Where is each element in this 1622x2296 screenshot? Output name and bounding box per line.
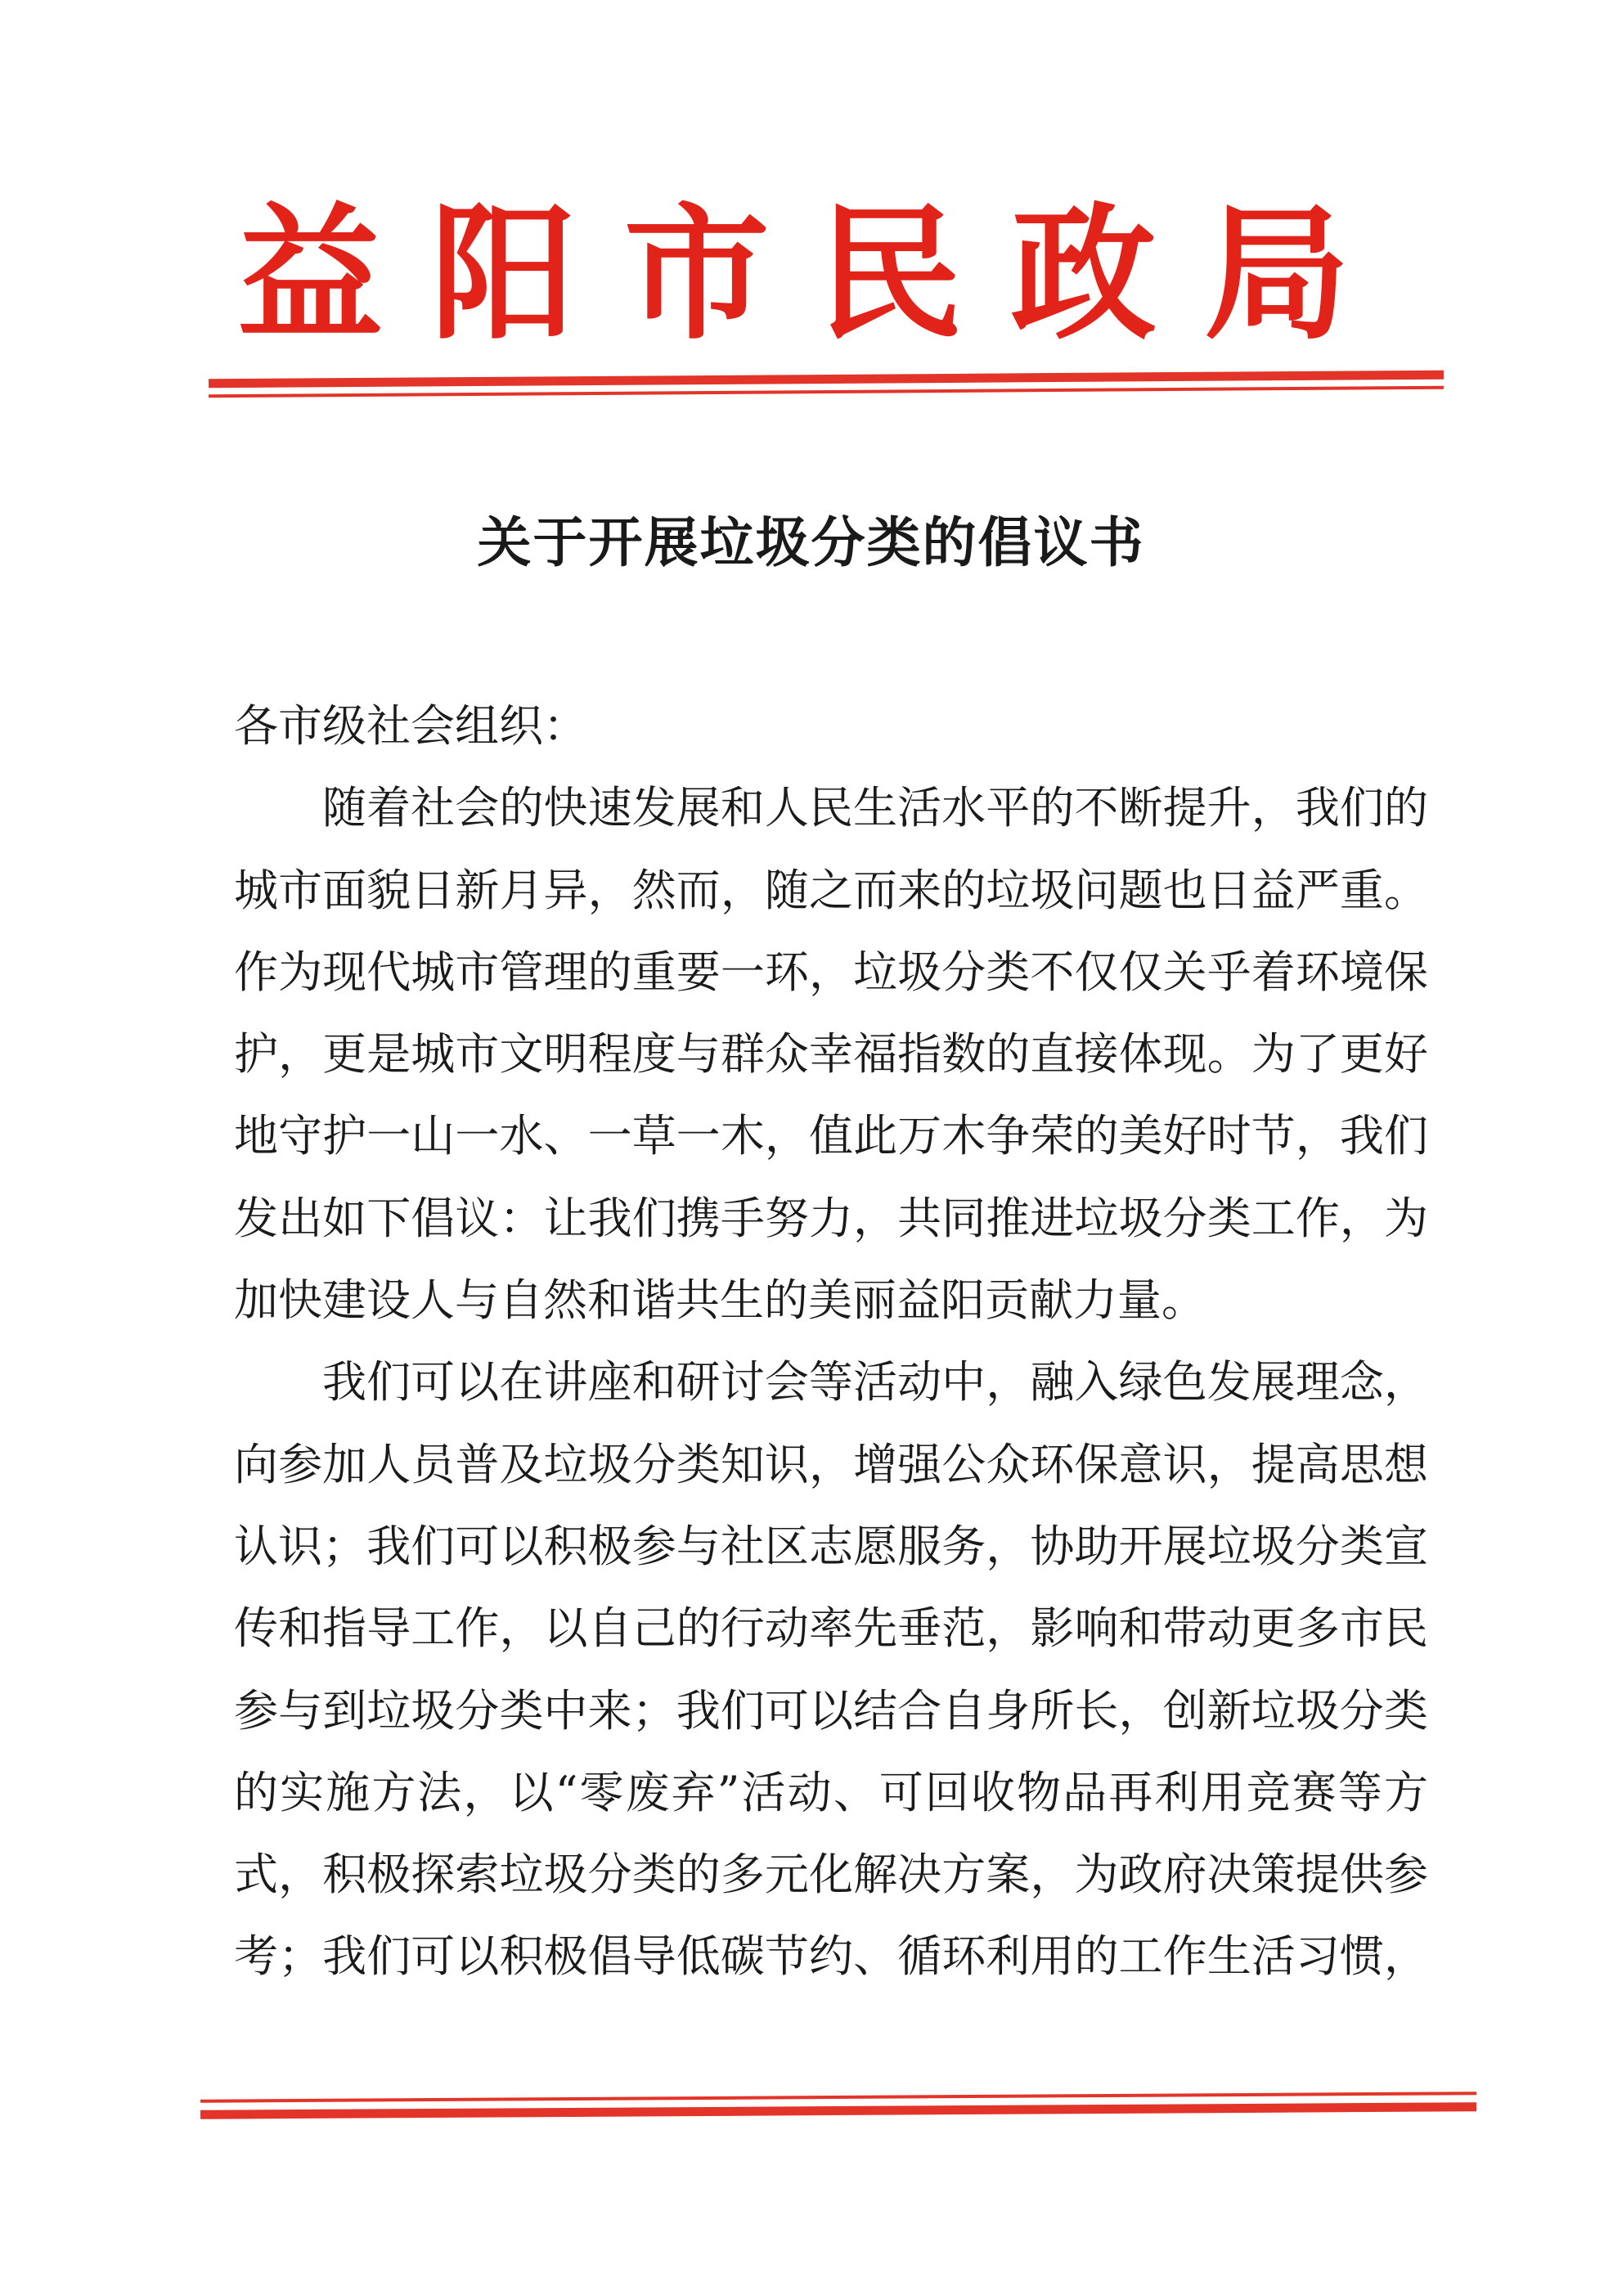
body-line: 城市面貌日新月异，然而，随之而来的垃圾问题也日益严重。 — [234, 864, 1428, 916]
body-line: 认识；我们可以积极参与社区志愿服务，协助开展垃圾分类宣 — [234, 1520, 1428, 1572]
footer-rule-thin — [200, 2092, 1476, 2103]
salutation: 各市级社会组织： — [234, 700, 587, 752]
letterhead-char: 局 — [1203, 188, 1350, 359]
body-line: 的实施方法，以“零废弃”活动、可回收物品再利用竞赛等方 — [234, 1766, 1428, 1818]
body-line: 参与到垃圾分类中来；我们可以结合自身所长，创新垃圾分类 — [234, 1684, 1428, 1737]
body-line: 向参加人员普及垃圾分类知识，增强公众环保意识，提高思想 — [234, 1438, 1428, 1490]
body-line: 护，更是城市文明程度与群众幸福指数的直接体现。为了更好 — [234, 1028, 1428, 1081]
letterhead-char: 阳 — [430, 188, 577, 359]
body-line: 传和指导工作，以自己的行动率先垂范，影响和带动更多市民 — [234, 1602, 1428, 1655]
letterhead-char: 市 — [623, 188, 770, 359]
letterhead-char: 民 — [817, 188, 964, 359]
body-line: 式，积极探索垃圾分类的多元化解决方案，为政府决策提供参 — [234, 1849, 1428, 1901]
header-rule-thick — [209, 371, 1444, 389]
header-rule-thin — [209, 386, 1444, 398]
body-line: 发出如下倡议：让我们携手努力，共同推进垃圾分类工作，为 — [234, 1192, 1428, 1244]
document-title: 关于开展垃圾分类的倡议书 — [477, 510, 1145, 574]
body-line: 作为现代城市管理的重要一环，垃圾分类不仅仅关乎着环境保 — [234, 946, 1428, 998]
body-line: 我们可以在讲座和研讨会等活动中，融入绿色发展理念， — [322, 1356, 1428, 1409]
body-line: 随着社会的快速发展和人民生活水平的不断提升，我们的 — [322, 782, 1428, 834]
body-line: 地守护一山一水、一草一木，值此万木争荣的美好时节，我们 — [234, 1110, 1428, 1162]
document-body — [234, 685, 1428, 1998]
body-line: 考；我们可以积极倡导低碳节约、循环利用的工作生活习惯， — [234, 1930, 1428, 1983]
footer-rule-thick — [200, 2102, 1476, 2119]
letterhead-char: 益 — [237, 188, 383, 359]
letterhead-char: 政 — [1010, 188, 1157, 359]
letterhead-org-name — [237, 188, 1350, 359]
body-line: 加快建设人与自然和谐共生的美丽益阳贡献力量。 — [234, 1274, 1206, 1327]
